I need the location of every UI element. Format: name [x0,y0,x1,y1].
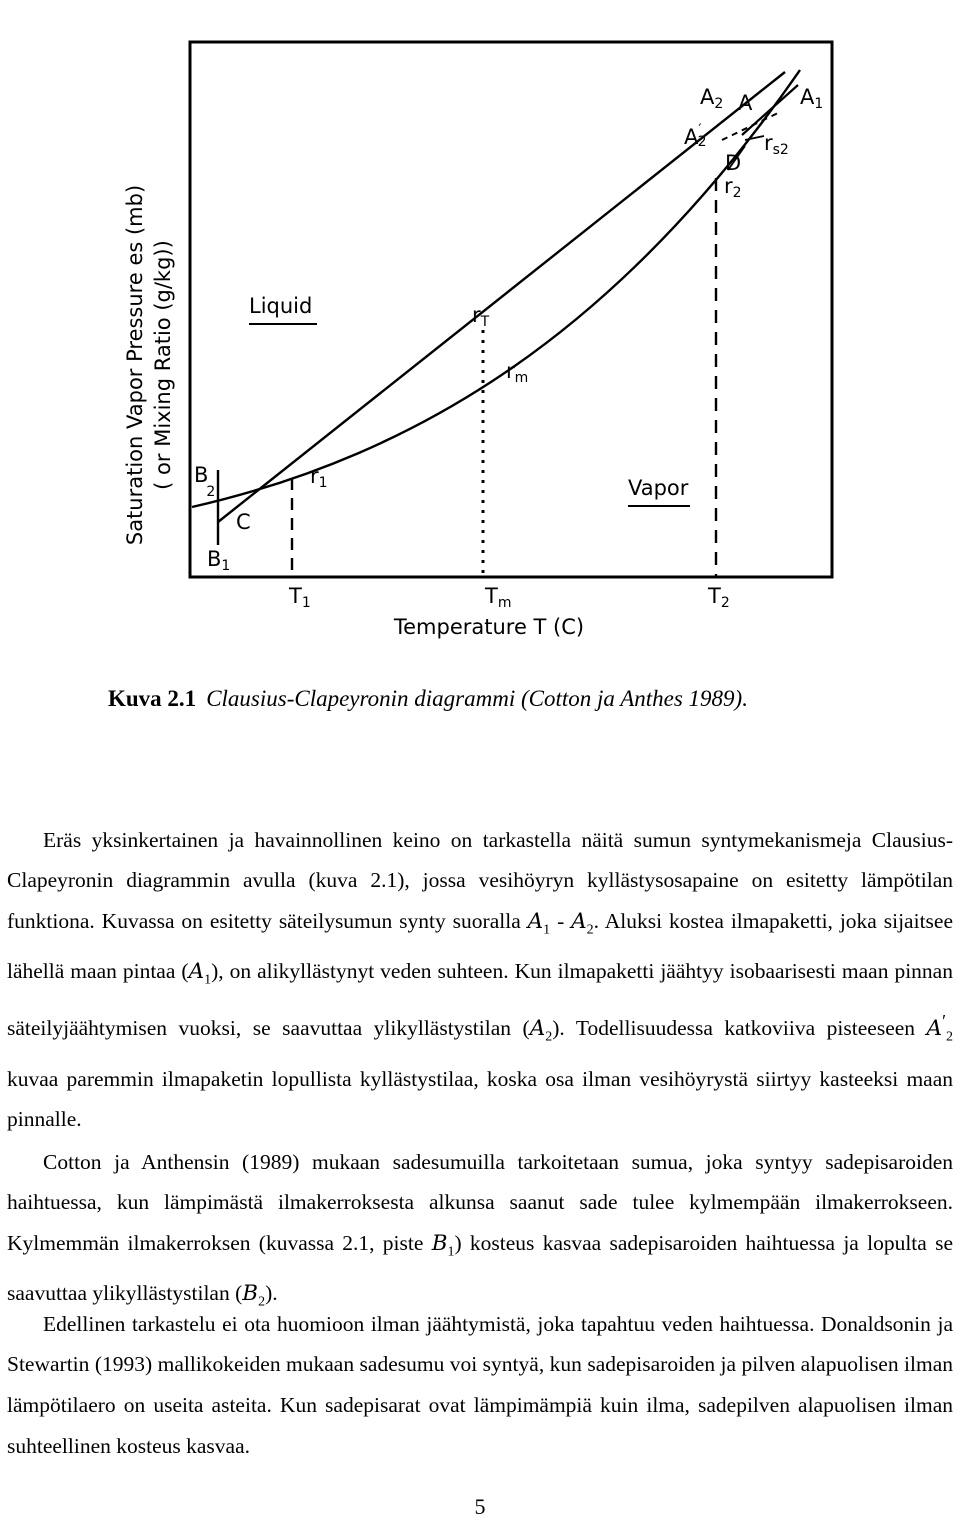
label-tm: Tm [485,584,512,611]
label-rm: rm [506,359,529,386]
paragraph-1: Eräs yksinkertainen ja havainnollinen keino on tarkastella näitä sumun syntymekanismeja Clausius-Clapeyronin diagrammin avulla (kuva 2.1), jossa vesihöyryn kyllästysosapaine on esitetty lämpötilan funktiona. Kuvassa on esitetty säteilysumun synty suoralla $A_1 - A_2$. Aluksi kostea ilmapaketti, joka sijaitsee lähellä maan pintaa $(A_1)$, on alikyllästynyt veden suhteen. Kun ilmapaketti jäähtyy isobaarisesti maan pinnan säteilyjäähtymisen vuoksi, se saavuttaa ylikyllästystilan $(A_2)$. Todellisuudessa katkoviiva pisteeseen $A'_2$ kuvaa paremmin ilmapaketin lopullista kyllästystilaa, koska osa ilman vesihöyrystä siirtyy kasteeksi maan pinnalle. [7,827,953,1132]
label-t2: T2 [708,584,730,611]
label-a1: A1 [800,85,824,112]
y-axis-label-line2: ( or Mixing Ratio (g/kg)) [151,240,175,490]
label-b1: B1 [207,547,231,574]
figure-caption [108,686,748,712]
page-number: 5 [474,1494,486,1519]
caption-number: Kuva 2.1 [108,686,197,711]
caption-text: Clausius-Clapeyronin diagrammi (Cotton ja Anthes 1989). [206,686,748,711]
label-a: A [738,91,753,115]
x-axis-label: Temperature T (C) [393,615,585,639]
label-rs2: rs2 [764,131,789,158]
saturation-curve [192,70,800,507]
label-c: C [236,510,251,534]
region-liquid-label: Liquid [249,294,313,318]
paragraph-2: Cotton ja Anthensin (1989) mukaan sadesumuilla tarkoitetaan sumua, joka syntyy sadepisaroiden haihtuessa, kun lämpimästä ilmakerroksesta alkunsa saanut sade tulee kylmempään ilmakerrokseen. Kylmemmän ilmakerroksen (kuvassa 2.1, piste $B_1$) kosteus kasvaa sadepisaroiden haihtuessa ja lopulta se saavuttaa ylikyllästystilan $(B_2)$. [7,1149,954,1310]
label-a2-prime: A′ 2 [684,122,707,150]
y-axis-label-line1: Saturation Vapor Pressure es (mb) [123,184,147,546]
label-r1: r1 [310,464,328,491]
paragraph-3: Edellinen tarkastelu ei ota huomioon ilman jäähtymistä, joka tapahtuu veden haihtuessa. Donaldsonin ja Stewartin (1993) mallikokeiden mukaan sadesumu voi syntyä, kun sadepisaroiden ja pilven alapuolisen ilman lämpötilaero on useita asteita. Kun sadepisarat ovat lämpimämpiä kuin ilma, sadepilven alapuolisen ilman suhteellinen kosteus kasvaa. [7,1311,953,1458]
label-a2: A2 [700,85,724,112]
label-r2: r2 [724,174,742,201]
label-b2: B 2 [194,463,216,500]
tick-rs2 [745,136,764,140]
region-vapor-label: Vapor [628,476,689,500]
label-t1: T1 [289,584,311,611]
clausius-clapeyron-diagram [0,0,960,660]
label-rt: rT [472,303,490,330]
label-d: D [725,151,742,175]
